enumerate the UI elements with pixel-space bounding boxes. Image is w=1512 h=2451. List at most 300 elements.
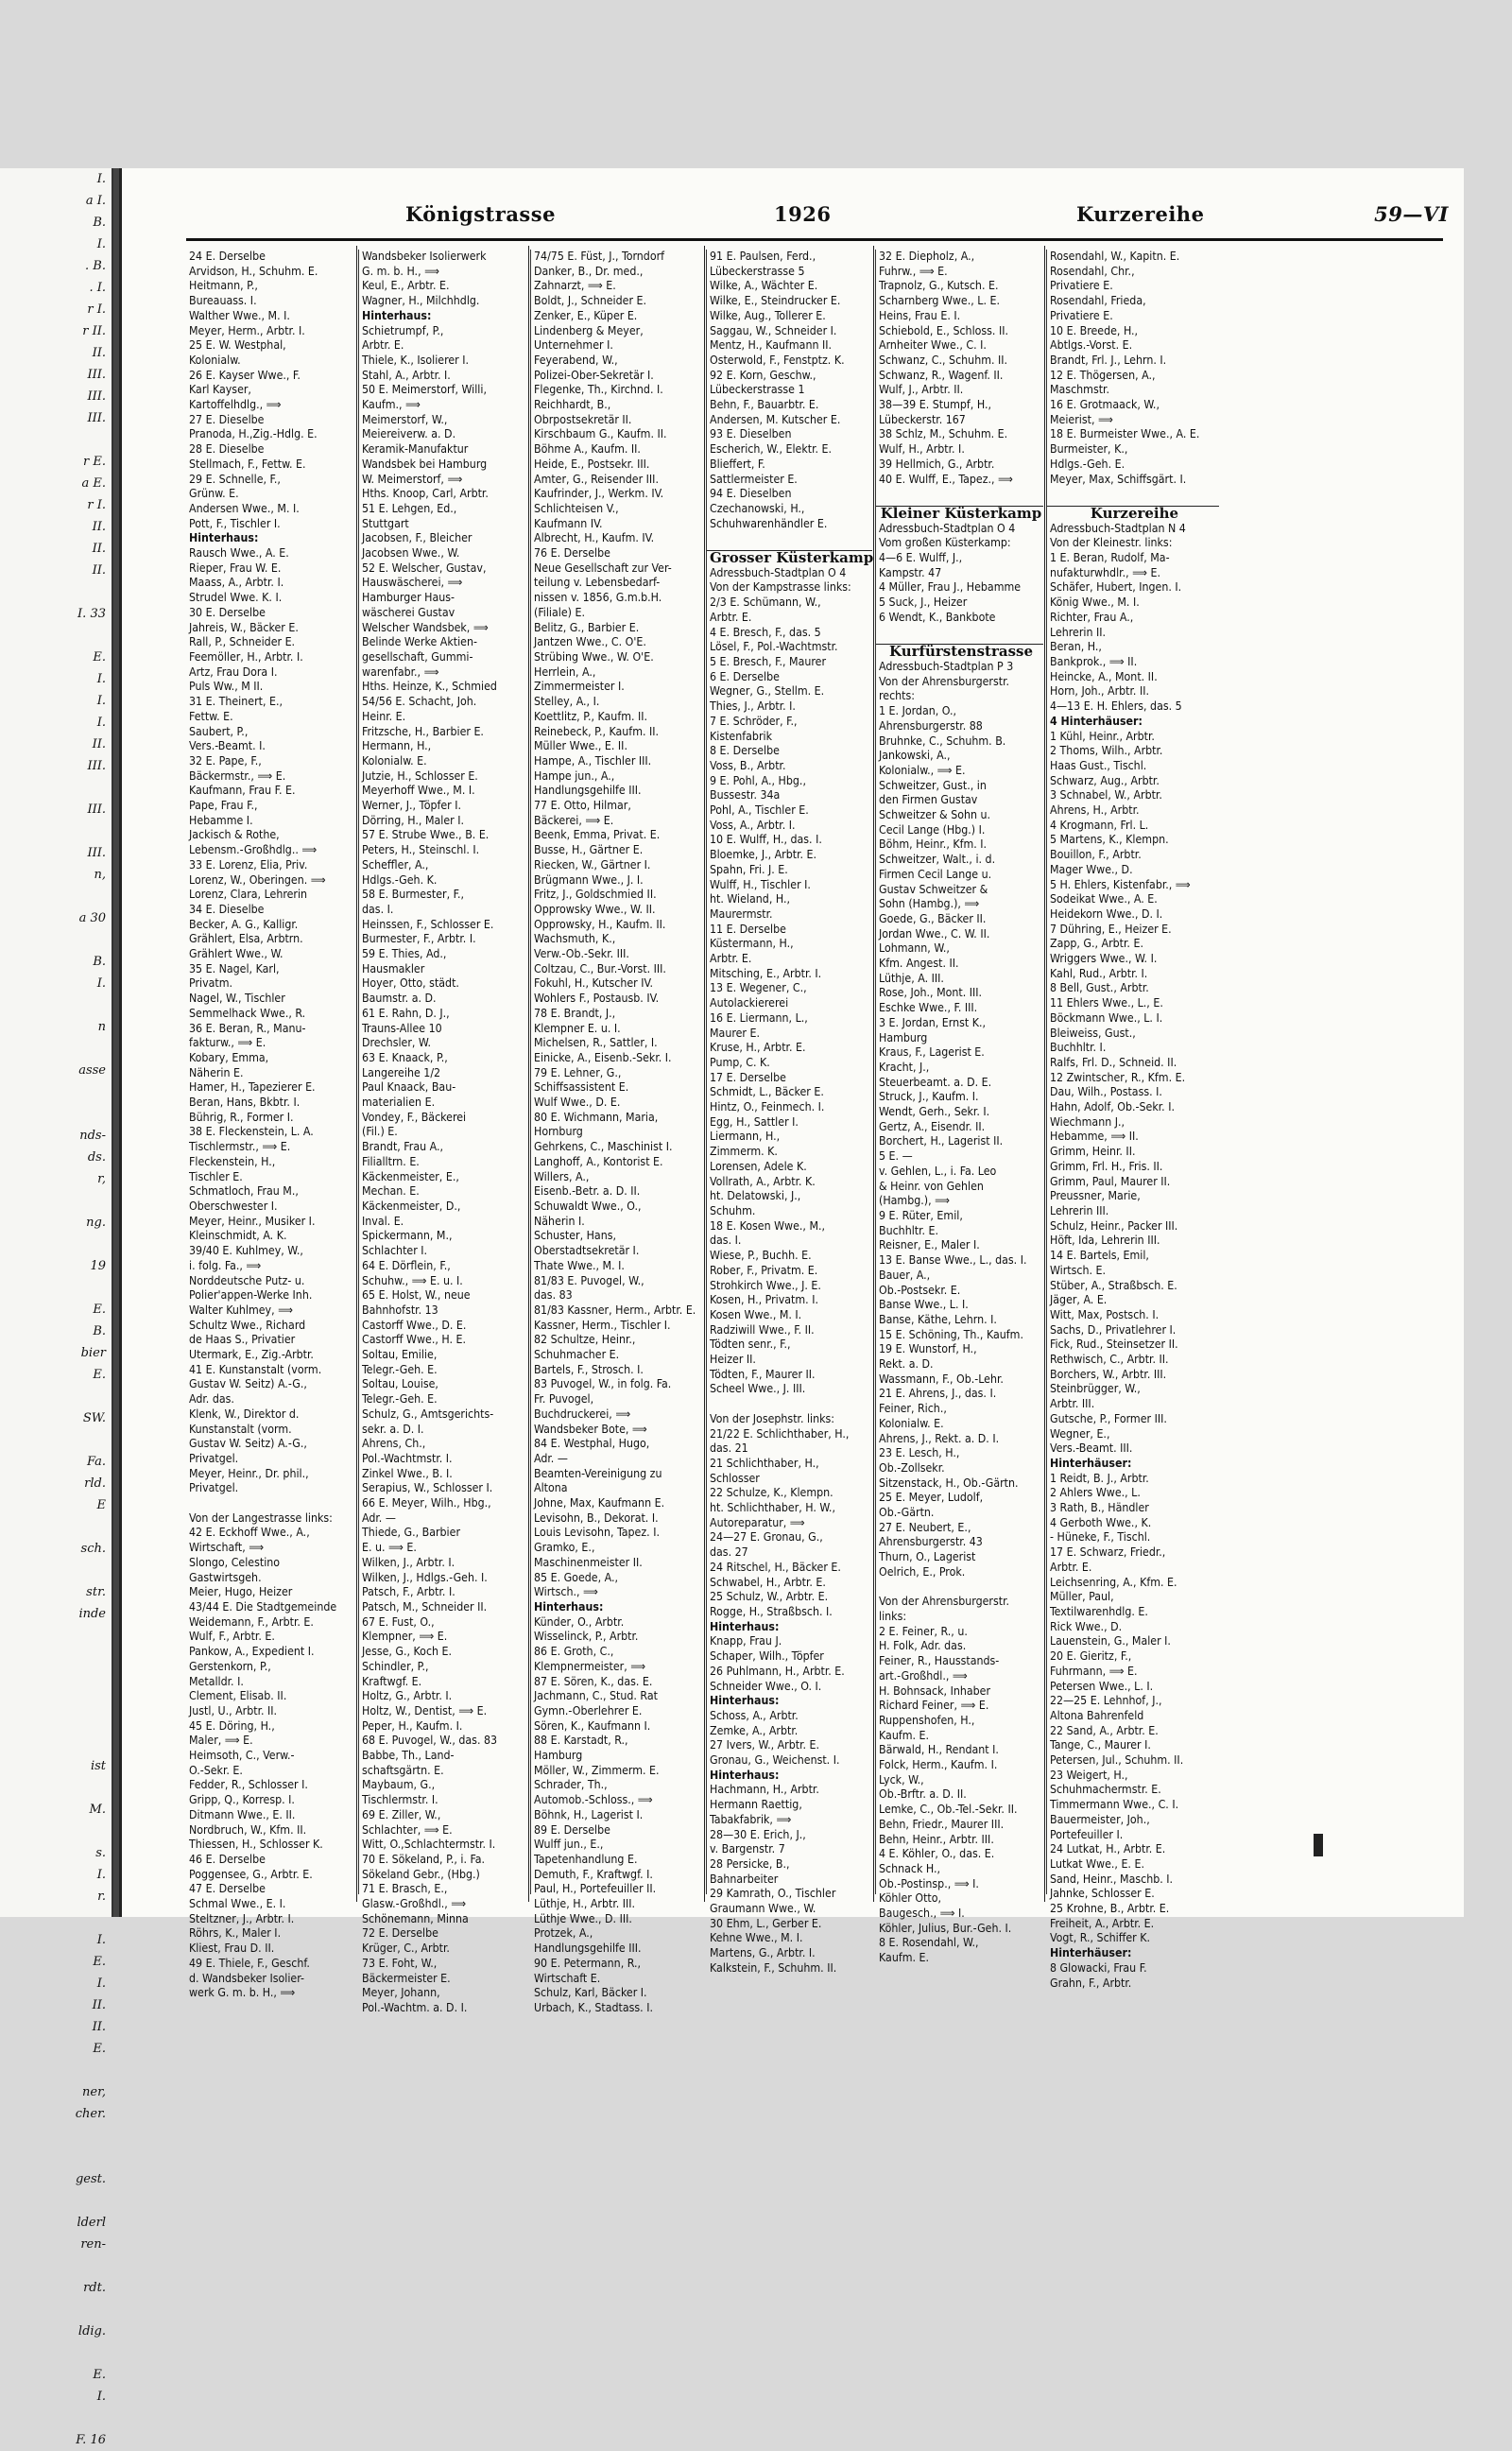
directory-line: Artz, Frau Dora I.	[189, 665, 278, 679]
directory-line: Cecil Lange (Hbg.) I.	[879, 822, 986, 837]
directory-line: Belitz, G., Barbier E.	[534, 620, 640, 634]
directory-line: Schmatloch, Frau M.,	[189, 1184, 299, 1199]
edge-fragment	[0, 581, 112, 603]
directory-line: 11 E. Derselbe	[710, 922, 786, 936]
edge-fragment	[0, 1234, 112, 1255]
directory-line: Schiebold, E., Schloss. II.	[879, 323, 1008, 337]
edge-fragment: E.	[93, 2368, 106, 2382]
directory-line: Von der Kampstrasse links:	[710, 580, 851, 595]
directory-line: Schweitzer & Sohn u.	[879, 808, 991, 822]
directory-line: Steinbrügger, W.,	[1050, 1382, 1141, 1396]
directory-line: Kleinschmidt, A. K.	[189, 1229, 287, 1243]
directory-line: Gutsche, P., Former III.	[1050, 1411, 1167, 1425]
directory-line: das. 83	[534, 1288, 573, 1303]
directory-line: Ruppenshofen, H.,	[879, 1713, 975, 1727]
directory-line: Heins, Frau E. I.	[879, 308, 961, 322]
directory-line: 87 E. Sören, K., das. E.	[534, 1674, 653, 1688]
directory-line: Heitmann, P.,	[189, 279, 258, 293]
directory-line: 19 E. Wunstorf, H.,	[879, 1342, 977, 1356]
directory-line: Arbtr. III.	[1050, 1397, 1095, 1411]
directory-line: rechts:	[879, 689, 916, 703]
edge-fragment: r II.	[82, 324, 106, 338]
directory-line: 34 E. Dieselbe	[189, 902, 265, 916]
directory-line: 29 Kamrath, O., Tischler	[710, 1887, 836, 1901]
directory-line: 8 E. Derselbe	[710, 744, 780, 758]
directory-line: Kassner, Herm., Tischler I.	[534, 1318, 671, 1332]
directory-line: Oberstadtsekretär I.	[534, 1244, 640, 1258]
directory-line: 85 E. Goede, A.,	[534, 1570, 618, 1584]
directory-line: Böhm, Heinr., Kfm. I.	[879, 837, 988, 852]
directory-line: 28 Persicke, B.,	[710, 1856, 790, 1871]
column-rule	[1044, 246, 1045, 1902]
directory-line: Hachmann, H., Arbtr.	[710, 1783, 819, 1797]
directory-line: Kunstanstalt (vorm.	[189, 1422, 292, 1436]
directory-line: 58 E. Burmester, F.,	[362, 888, 465, 902]
directory-line: Arvidson, H., Schuhm. E.	[189, 264, 318, 278]
directory-line: Albrecht, H., Kaufm. IV.	[534, 531, 655, 545]
directory-line: Wirtschaft, ⟹	[189, 1541, 265, 1555]
directory-line: Zenker, E., Küper E.	[534, 308, 638, 322]
directory-line: schaftsgärtn. E.	[362, 1763, 444, 1777]
directory-line: Thurn, O., Lagerist	[879, 1550, 976, 1564]
directory-line: 51 E. Lehgen, Ed.,	[362, 501, 457, 515]
directory-line: Michelsen, R., Sattler, I.	[534, 1036, 658, 1050]
directory-line: Gripp, Q., Korresp. I.	[189, 1793, 295, 1807]
edge-fragment: I. 33	[77, 607, 106, 621]
directory-line: Ahrens, J., Rekt. a. D. I.	[879, 1431, 1000, 1445]
directory-line: 4 Krogmann, Frl. L.	[1050, 818, 1149, 832]
edge-fragment: ds.	[87, 1150, 106, 1165]
directory-line: Schlosser	[710, 1471, 760, 1485]
edge-fragment	[0, 1668, 112, 1690]
directory-line: Wegner, G., Stellm. E.	[710, 684, 825, 699]
directory-line: Reichhardt, B.,	[534, 398, 611, 412]
directory-line: Meyer, Max, Schiffsgärt. I.	[1050, 472, 1187, 486]
directory-line: Bärwald, H., Rendant I.	[879, 1743, 999, 1757]
directory-line: Haas Gust., Tischl.	[1050, 758, 1147, 772]
directory-line: Lauenstein, G., Maler I.	[1050, 1634, 1171, 1648]
directory-line: Lübeckerstrasse 5	[710, 264, 805, 278]
edge-fragment: inde	[78, 1607, 106, 1621]
directory-line: Privatgel.	[189, 1451, 239, 1465]
directory-line: Jesse, G., Koch E.	[362, 1645, 453, 1659]
directory-line: - Hüneke, F., Tischl.	[1050, 1530, 1151, 1545]
directory-line: Ob.-Postsekr. E.	[879, 1283, 961, 1297]
directory-line: Kaufm. E.	[879, 1951, 930, 1965]
directory-line: 47 E. Derselbe	[189, 1882, 266, 1896]
directory-line: 4 Hinterhäuser:	[1050, 714, 1143, 728]
directory-line: Richard Feiner, ⟹ E.	[879, 1699, 989, 1713]
edge-fragment: E.	[93, 650, 106, 665]
directory-line: Mentz, H., Kaufmann II.	[710, 338, 833, 353]
directory-line: Louis Levisohn, Tapez. I.	[534, 1526, 660, 1540]
directory-line: Justl, U., Arbtr. II.	[189, 1703, 278, 1717]
directory-line: Rausch Wwe., A. E.	[189, 546, 289, 561]
directory-line: Goede, G., Bäcker II.	[879, 911, 987, 925]
directory-line: Eisenb.-Betr. a. D. II.	[534, 1184, 641, 1199]
edge-fragment	[0, 625, 112, 647]
directory-line: Horn, Joh., Arbtr. II.	[1050, 684, 1149, 699]
directory-line: v. Gehlen, L., i. Fa. Leo	[879, 1164, 997, 1178]
directory-line: H. Bohnsack, Inhaber	[879, 1683, 991, 1698]
directory-line: 26 E. Kayser Wwe., F.	[189, 368, 301, 382]
directory-line: Gastwirtsgeh.	[189, 1570, 262, 1584]
directory-line: Hoyer, Otto, städt.	[362, 976, 459, 991]
directory-line: Nordbruch, W., Kfm. II.	[189, 1822, 307, 1837]
directory-line	[186, 1496, 354, 1511]
directory-line: Schwanz, R., Wagenf. II.	[879, 368, 1004, 382]
edge-fragment	[0, 2342, 112, 2364]
directory-line: warenfabr., ⟹	[362, 665, 439, 679]
edge-fragment	[0, 1712, 112, 1734]
column-rule	[704, 246, 705, 1902]
directory-line: Hinterhäuser:	[1050, 1456, 1132, 1470]
edge-fragment: cher.	[75, 2107, 106, 2121]
directory-line: Wulf, J., Arbtr. II.	[879, 383, 964, 397]
directory-line: Gehrkens, C., Maschinist I.	[534, 1140, 673, 1154]
edge-fragment	[0, 2299, 112, 2321]
directory-line: Wassmann, F., Ob.-Lehr.	[879, 1372, 1004, 1386]
directory-line: 21 Schlichthaber, H.,	[710, 1456, 819, 1470]
directory-line: das. 21	[710, 1441, 748, 1456]
directory-line: Maurer E.	[710, 1026, 760, 1040]
directory-line: Egg, H., Sattler I.	[710, 1114, 799, 1129]
directory-line: 35 E. Nagel, Karl,	[189, 961, 280, 975]
directory-line: 72 E. Derselbe	[362, 1926, 438, 1941]
edge-fragment: a I.	[85, 194, 106, 208]
directory-line: Sand, Heinr., Maschb. I.	[1050, 1872, 1174, 1886]
directory-line: 2/3 E. Schümann, W.,	[710, 595, 821, 610]
directory-line: Von der Ahrensburgerstr.	[879, 1595, 1010, 1609]
edge-fragment	[0, 2147, 112, 2168]
directory-line: Schlachter I.	[362, 1244, 428, 1258]
directory-line: 90 E. Petermann, R.,	[534, 1956, 641, 1970]
directory-line: Hauswäscherei, ⟹	[362, 576, 463, 590]
directory-line	[1047, 487, 1219, 502]
directory-line: 5 Suck, J., Heizer	[879, 595, 968, 610]
directory-line: Glasw.-Großhdl., ⟹	[362, 1897, 467, 1911]
directory-line: Schönemann, Minna	[362, 1911, 469, 1925]
directory-line: 61 E. Rahn, D. J.,	[362, 1006, 450, 1020]
directory-line: Ditmann Wwe., E. II.	[189, 1807, 296, 1821]
directory-line: Kaufrinder, J., Werkm. IV.	[534, 487, 664, 501]
directory-line: 32 E. Diepholz, A.,	[879, 250, 975, 263]
directory-line: Heimsoth, C., Verw.-	[189, 1749, 295, 1763]
edge-fragment: III.	[87, 759, 106, 773]
directory-line: 76 E. Derselbe	[534, 546, 610, 561]
directory-line: Bauermeister, Joh.,	[1050, 1812, 1150, 1826]
previous-page-edge	[0, 168, 113, 2447]
directory-line: 24 Lutkat, H., Arbtr. E.	[1050, 1842, 1166, 1856]
directory-line: Meyer, Johann,	[362, 1986, 440, 2000]
directory-line: Adr. —	[534, 1451, 568, 1465]
directory-line: Schlachter, ⟹ E.	[362, 1822, 453, 1837]
directory-line: Sodeikat Wwe., A. E.	[1050, 892, 1158, 906]
directory-line: Strübing Wwe., W. O'E.	[534, 649, 654, 664]
directory-line: das. I.	[362, 902, 394, 916]
directory-line: Tischlermstr. I.	[362, 1793, 438, 1807]
directory-line: 29 E. Schnelle, F.,	[189, 472, 281, 486]
directory-line: Ahrensburgerstr. 88	[879, 718, 983, 733]
edge-fragment: E	[96, 1498, 106, 1512]
directory-line: v. Bargenstr. 7	[710, 1842, 785, 1856]
directory-line: Pape, Frau F.,	[189, 799, 258, 813]
directory-line: 64 E. Dörflein, F.,	[362, 1258, 451, 1272]
directory-line: Schmidt, L., Bäcker E.	[710, 1085, 824, 1099]
edge-fragment: I.	[96, 237, 106, 251]
edge-fragment: E.	[93, 1955, 106, 1969]
directory-line: den Firmen Gustav	[879, 793, 978, 807]
directory-line: Steuerbeamt. a. D. E.	[879, 1075, 992, 1089]
directory-line: Feyerabend, W.,	[534, 353, 618, 367]
edge-fragment	[0, 1386, 112, 1407]
directory-line: Kolonialw.	[189, 353, 241, 367]
edge-fragment: r I.	[87, 302, 106, 317]
directory-line: Zahnarzt, ⟹ E.	[534, 279, 616, 293]
directory-line: Röhrs, K., Maler I.	[189, 1926, 282, 1941]
directory-line: Wisselinck, P., Arbtr.	[534, 1630, 639, 1644]
directory-line: Arbtr. E.	[710, 952, 752, 966]
directory-line: Fuhrmann, ⟹ E.	[1050, 1664, 1138, 1678]
directory-line: Sachs, D., Privatlehrer I.	[1050, 1322, 1177, 1337]
directory-line: Hinterhaus:	[534, 1599, 604, 1614]
directory-line: Autolackiererei	[710, 996, 789, 1010]
directory-line: Protzek, A.,	[534, 1926, 593, 1941]
directory-line: 38 Schlz, M., Schuhm. E.	[879, 427, 1008, 441]
directory-line: Radziwill Wwe., F. II.	[710, 1322, 815, 1337]
directory-line: Adr. das.	[189, 1392, 234, 1407]
directory-line: Künder, O., Arbtr.	[534, 1614, 625, 1629]
directory-line: Drechsler, W.	[362, 1036, 431, 1050]
directory-line: Willers, A.,	[534, 1169, 590, 1183]
directory-line: 40 E. Wulff, E., Tapez., ⟹	[879, 472, 1013, 486]
directory-line: 10 E. Wulff, H., das. I.	[710, 833, 822, 847]
edge-fragment	[0, 1907, 112, 1929]
directory-line: Holtz, G., Arbtr. I.	[362, 1689, 453, 1703]
directory-line: Kolonialw., ⟹ E.	[879, 763, 966, 777]
directory-line: Koettlitz, P., Kaufm. II.	[534, 709, 648, 723]
directory-line: Rober, F., Privatm. E.	[710, 1263, 818, 1277]
directory-line: Schuster, Hans,	[534, 1229, 617, 1243]
directory-line: Wriggers Wwe., W. I.	[1050, 952, 1158, 966]
directory-line: Clement, Elisab. II.	[189, 1689, 287, 1703]
directory-line: werk G. m. b. H., ⟹	[189, 1986, 296, 2000]
directory-line: Spickermann, M.,	[362, 1229, 453, 1243]
directory-line: 13 E. Banse Wwe., L., das. I.	[879, 1253, 1027, 1268]
edge-fragment: I.	[96, 694, 106, 708]
directory-line: Tischler E.	[189, 1169, 243, 1183]
directory-line: 3 Rath, B., Händler	[1050, 1501, 1149, 1515]
directory-line: Wilke, A., Wächter E.	[710, 279, 818, 293]
directory-line	[876, 626, 1043, 641]
directory-line: Soltau, Emilie,	[362, 1348, 438, 1362]
edge-fragment: bier	[80, 1346, 106, 1360]
directory-line: Wirtschaft E.	[534, 1971, 601, 1985]
directory-line: Wiese, P., Buchh. E.	[710, 1249, 812, 1263]
directory-line: Rethwisch, C., Arbtr. II.	[1050, 1353, 1169, 1367]
directory-line: 81/83 Kassner, Herm., Arbtr. E.	[534, 1303, 696, 1317]
directory-line: Keul, E., Arbtr. E.	[362, 279, 450, 293]
directory-line: 21 E. Ahrens, J., das. I.	[879, 1387, 997, 1401]
directory-line: Grählert, Elsa, Arbtrn.	[189, 932, 303, 946]
directory-line: Ralfs, Frl. D., Schneid. II.	[1050, 1055, 1177, 1069]
directory-line: das. I.	[710, 1234, 742, 1248]
directory-line: Thies, J., Arbtr. I.	[710, 699, 796, 714]
directory-line: Vondey, F., Bäckerei	[362, 1110, 467, 1124]
directory-line: 73 E. Foht, W.,	[362, 1956, 438, 1970]
directory-line: 86 E. Groth, C.,	[534, 1645, 614, 1659]
street-heading: Grosser Küsterkamp	[707, 550, 872, 566]
directory-line: Semmelhack Wwe., R.	[189, 1006, 306, 1020]
directory-line: Maschmstr.	[1050, 383, 1109, 397]
directory-line: Grimm, Heinr. II.	[1050, 1145, 1136, 1159]
directory-line: Ahrensburgerstr. 43	[879, 1535, 983, 1549]
directory-line: Meyer, Heinr., Dr. phil.,	[189, 1466, 309, 1480]
directory-line: Kraftwgf. E.	[362, 1674, 422, 1688]
directory-line	[707, 531, 872, 546]
directory-line: Jankowski, A.,	[879, 749, 951, 763]
directory-line: 81/83 E. Puvogel, W.,	[534, 1273, 644, 1287]
directory-line: 7 Dühring, E., Heizer E.	[1050, 922, 1172, 936]
column-6	[1046, 250, 1219, 1990]
directory-line: Grimm, Paul, Maurer II.	[1050, 1174, 1171, 1188]
directory-line: Köhler, Julius, Bur.-Geh. I.	[879, 1921, 1012, 1935]
directory-line: Vers.-Beamt. III.	[1050, 1441, 1133, 1456]
directory-line: Stahl, A., Arbtr. I.	[362, 368, 451, 382]
edge-fragment: II.	[92, 737, 106, 751]
directory-line: Wandsbek bei Hamburg	[362, 457, 488, 471]
directory-line: Peper, H., Kaufm. I.	[362, 1718, 463, 1733]
directory-line: 71 E. Brasch, E.,	[362, 1882, 448, 1896]
directory-line: G. m. b. H., ⟹	[362, 264, 439, 278]
edge-fragment: B.	[93, 216, 106, 230]
edge-fragment	[0, 1625, 112, 1647]
directory-line: 57 E. Strube Wwe., B. E.	[362, 828, 490, 842]
directory-line: Hinterhaus:	[189, 531, 259, 545]
directory-line: 27 E. Dieselbe	[189, 412, 265, 426]
directory-line: 8 Glowacki, Frau F.	[1050, 1960, 1147, 1975]
directory-line: Mitsching, E., Arbtr. I.	[710, 966, 822, 980]
directory-line: Osterwold, F., Fenstptz. K.	[710, 353, 845, 367]
directory-line: 24 Ritschel, H., Bäcker E.	[710, 1560, 841, 1574]
edge-fragment	[0, 1560, 112, 1581]
directory-line: Fedder, R., Schlosser I.	[189, 1778, 308, 1792]
directory-line: Witt, O.,Schlachtermstr. I.	[362, 1838, 496, 1852]
directory-line: Behn, Heinr., Arbtr. III.	[879, 1832, 994, 1846]
directory-line: Arbtr. E.	[1050, 1560, 1092, 1574]
directory-line: Beamten-Vereinigung zu	[534, 1466, 662, 1480]
directory-line: Banse Wwe., L. I.	[879, 1298, 969, 1312]
directory-line: Inval. E.	[362, 1214, 404, 1228]
directory-line: Bureauass. I.	[189, 294, 257, 308]
directory-line: Petersen, Jul., Schuhm. II.	[1050, 1753, 1184, 1768]
directory-line: Voss, B., Arbtr.	[710, 758, 786, 772]
directory-line: Obrpostsekretär II.	[534, 412, 632, 426]
directory-line: Kfm. Angest. II.	[879, 957, 959, 971]
directory-line: Kaufmann IV.	[534, 516, 603, 530]
directory-line: Klenk, W., Direktor d.	[189, 1407, 300, 1421]
edge-fragment: ren-	[80, 2237, 106, 2252]
directory-line: Preussner, Marie,	[1050, 1189, 1141, 1203]
directory-line: 43/44 E. Die Stadtgemeinde	[189, 1599, 337, 1614]
directory-line: Hampe, A., Tischler III.	[534, 753, 652, 768]
directory-line: 18 E. Kosen Wwe., M.,	[710, 1218, 826, 1233]
directory-line: Langereihe 1/2	[362, 1065, 441, 1079]
directory-line: Zimmermeister I.	[534, 680, 625, 694]
directory-line: Jacobsen, F., Bleicher	[362, 531, 472, 545]
directory-line: Hintz, O., Feinmech. I.	[710, 1100, 825, 1114]
edge-fragment: SW.	[82, 1411, 106, 1425]
directory-line: Hermann, H.,	[362, 739, 432, 753]
directory-line: Köhler Otto,	[879, 1891, 942, 1906]
directory-line: Schuhmacher E.	[534, 1348, 620, 1362]
edge-fragment: . I.	[89, 281, 106, 295]
edge-fragment: E.	[93, 1368, 106, 1382]
directory-line: Urbach, K., Stadtass. I.	[534, 2000, 653, 2014]
directory-line: Schuwaldt Wwe., O.,	[534, 1200, 642, 1213]
directory-line: nufakturwhdlr., ⟹ E.	[1050, 565, 1160, 579]
directory-line: Jacobsen Wwe., W.	[362, 546, 460, 561]
directory-line: 4—13 E. H. Ehlers, das. 5	[1050, 699, 1182, 714]
directory-line: Schindler, P.,	[362, 1659, 429, 1673]
directory-line: Metalldr. I.	[189, 1674, 244, 1688]
directory-line: Hermann Raettig,	[710, 1798, 802, 1812]
directory-line: Blieffert, F.	[710, 457, 765, 471]
directory-line: Lehrerin II.	[1050, 625, 1107, 639]
directory-line: Vollrath, A., Arbtr. K.	[710, 1174, 816, 1188]
directory-line: Telegr.-Geh. E.	[362, 1362, 438, 1376]
directory-line: Meyerhoff Wwe., M. I.	[362, 784, 475, 798]
directory-line: 7 E. Schröder, F.,	[710, 714, 798, 728]
directory-line: Abtlgs.-Vorst. E.	[1050, 338, 1133, 353]
directory-line: Maschinenmeister II.	[534, 1555, 643, 1569]
directory-line: Kistenfabrik	[710, 729, 772, 743]
directory-line: 30 Ehm, L., Gerber E.	[710, 1916, 822, 1930]
directory-line: Textilwarenhdlg. E.	[1050, 1604, 1148, 1618]
directory-line: Stuttgart	[362, 516, 409, 530]
directory-line: Bäckermstr., ⟹ E.	[189, 768, 286, 783]
edge-fragment: a 30	[78, 911, 106, 925]
directory-line: Privatgel.	[189, 1481, 239, 1495]
edge-fragment: ist	[90, 1759, 106, 1773]
edge-fragment: III.	[87, 368, 106, 382]
edge-fragment: lderl	[77, 2216, 106, 2230]
directory-line: Hausmakler	[362, 961, 425, 975]
directory-line: Gerstenkorn, P.,	[189, 1659, 271, 1673]
directory-line: Saubert, P.,	[189, 724, 249, 738]
directory-line: Fokuhl, H., Kutscher IV.	[534, 976, 653, 991]
directory-line: 5 Martens, K., Klempn.	[1050, 833, 1169, 847]
directory-line: 28 E. Dieselbe	[189, 442, 265, 457]
directory-line: Schuhm.	[710, 1204, 756, 1217]
directory-line: Schietrumpf, P.,	[362, 323, 444, 337]
directory-line: 93 E. Dieselben	[710, 427, 792, 441]
directory-line: Lübeckerstr. 167	[879, 412, 966, 426]
directory-line: Altona Bahrenfeld	[1050, 1708, 1144, 1722]
edge-fragment: I.	[96, 172, 106, 186]
directory-line: Tödten, F., Maurer II.	[710, 1367, 816, 1381]
directory-line: Adressbuch-Stadtplan N 4	[1050, 521, 1186, 535]
directory-line: Bouillon, F., Arbtr.	[1050, 848, 1142, 862]
directory-line: Behn, Friedr., Maurer III.	[879, 1817, 1005, 1831]
directory-line: Grählert Wwe., W.	[189, 947, 284, 961]
directory-line: Zapp, G., Arbtr. E.	[1050, 937, 1143, 951]
edge-fragment	[0, 429, 112, 451]
column-5	[875, 250, 1043, 1965]
directory-line: 12 Zwintscher, R., Kfm. E.	[1050, 1070, 1186, 1084]
directory-line: Tapetenhandlung E.	[534, 1852, 638, 1866]
edge-fragment: I.	[96, 672, 106, 686]
